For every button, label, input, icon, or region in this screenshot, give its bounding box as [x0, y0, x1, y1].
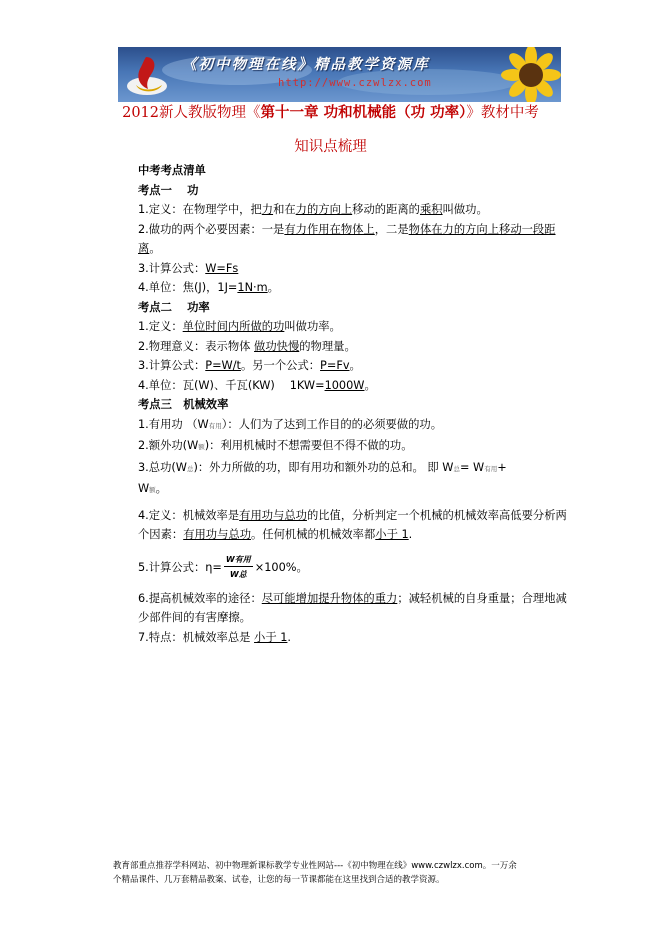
- document-title: 2012新人教版物理《第十一章 功和机械能（功 功率）》教材中考: [122, 104, 539, 121]
- site-logo-icon: [124, 51, 170, 98]
- footer-line: 教育部重点推荐学科网站、初中物理新课标教学专业性网站---《初中物理在线》www.czwlzx.com。一万余: [113, 861, 517, 871]
- paragraph: 1.定义：在物理学中，把力和在力的方向上移动的距离的乘积叫做功。: [138, 203, 488, 216]
- paragraph: 7.特点：机械效率总是 小于 1.: [138, 630, 292, 644]
- paragraph: 2.额外功(W额)：利用机械时不想需要但不得不做的功。: [138, 439, 413, 452]
- sunflower-icon: [498, 47, 561, 102]
- topic-heading: 考点三 机械效率: [138, 398, 229, 411]
- paragraph: 6.提高机械效率的途径：尽可能增加提升物体的重力；减轻机械的自身重量；合理地减少部件间的有害摩擦。: [138, 591, 567, 624]
- document-body: [113, 161, 573, 647]
- topic-heading: 考点一 功: [138, 183, 199, 197]
- banner-image: [118, 47, 561, 102]
- paragraph: 2.做功的两个必要因素：一是有力作用在物体上，二是物体在力的方向上移动一段距离。: [138, 222, 556, 255]
- footer-line: 个精品课件、几万套精品教案、试卷，让您的每一节课都能在这里找到合适的教学资源。: [113, 875, 445, 885]
- paragraph: 3.总功(W总)：外力所做的功，即有用功和额外功的总和。 即 W总= W有用+ W额。: [138, 460, 507, 495]
- paragraph: 1.定义：单位时间内所做的功叫做功率。: [138, 320, 341, 333]
- paragraph: 4.单位：瓦(W)、千瓦(KW) 1KW=1000W。: [138, 378, 376, 392]
- formula-paragraph: 5.计算公式：η= $\frac{\text{W有用}}{\text{W总}}$ ×100%。: [138, 555, 308, 579]
- banner-url: http://www.czwlzx.com: [278, 77, 432, 89]
- paragraph: 3.计算公式：P=W/t。另一个公式：P=Fv。: [138, 359, 361, 372]
- paragraph: 2.物理意义：表示物体 做功快慢的物理量。: [138, 339, 356, 353]
- paragraph: 4.定义：机械效率是有用功与总功的比值，分析判定一个机械的机械效率高低要分析两个因素：有用功与总功。任何机械的机械效率都小于 1.: [138, 508, 567, 541]
- paragraph: 3.计算公式：W=Fs: [138, 261, 239, 275]
- efficiency-fraction: $\frac{\text{W有用}}{\text{W总}}$: [225, 555, 251, 579]
- page-footer: [113, 859, 583, 887]
- banner-title: 《初中物理在线》精品教学资源库: [182, 56, 430, 73]
- document-subtitle: 知识点梳理: [294, 139, 367, 155]
- paragraph: 4.单位：焦(J)，1J=1N·m。: [138, 281, 279, 294]
- paragraph: 1.有用功 （W有用）：人们为了达到工作目的的必须要做的功。: [138, 417, 443, 431]
- topic-heading: 考点二 功率: [138, 300, 210, 314]
- section-heading: 中考考点清单: [138, 164, 206, 177]
